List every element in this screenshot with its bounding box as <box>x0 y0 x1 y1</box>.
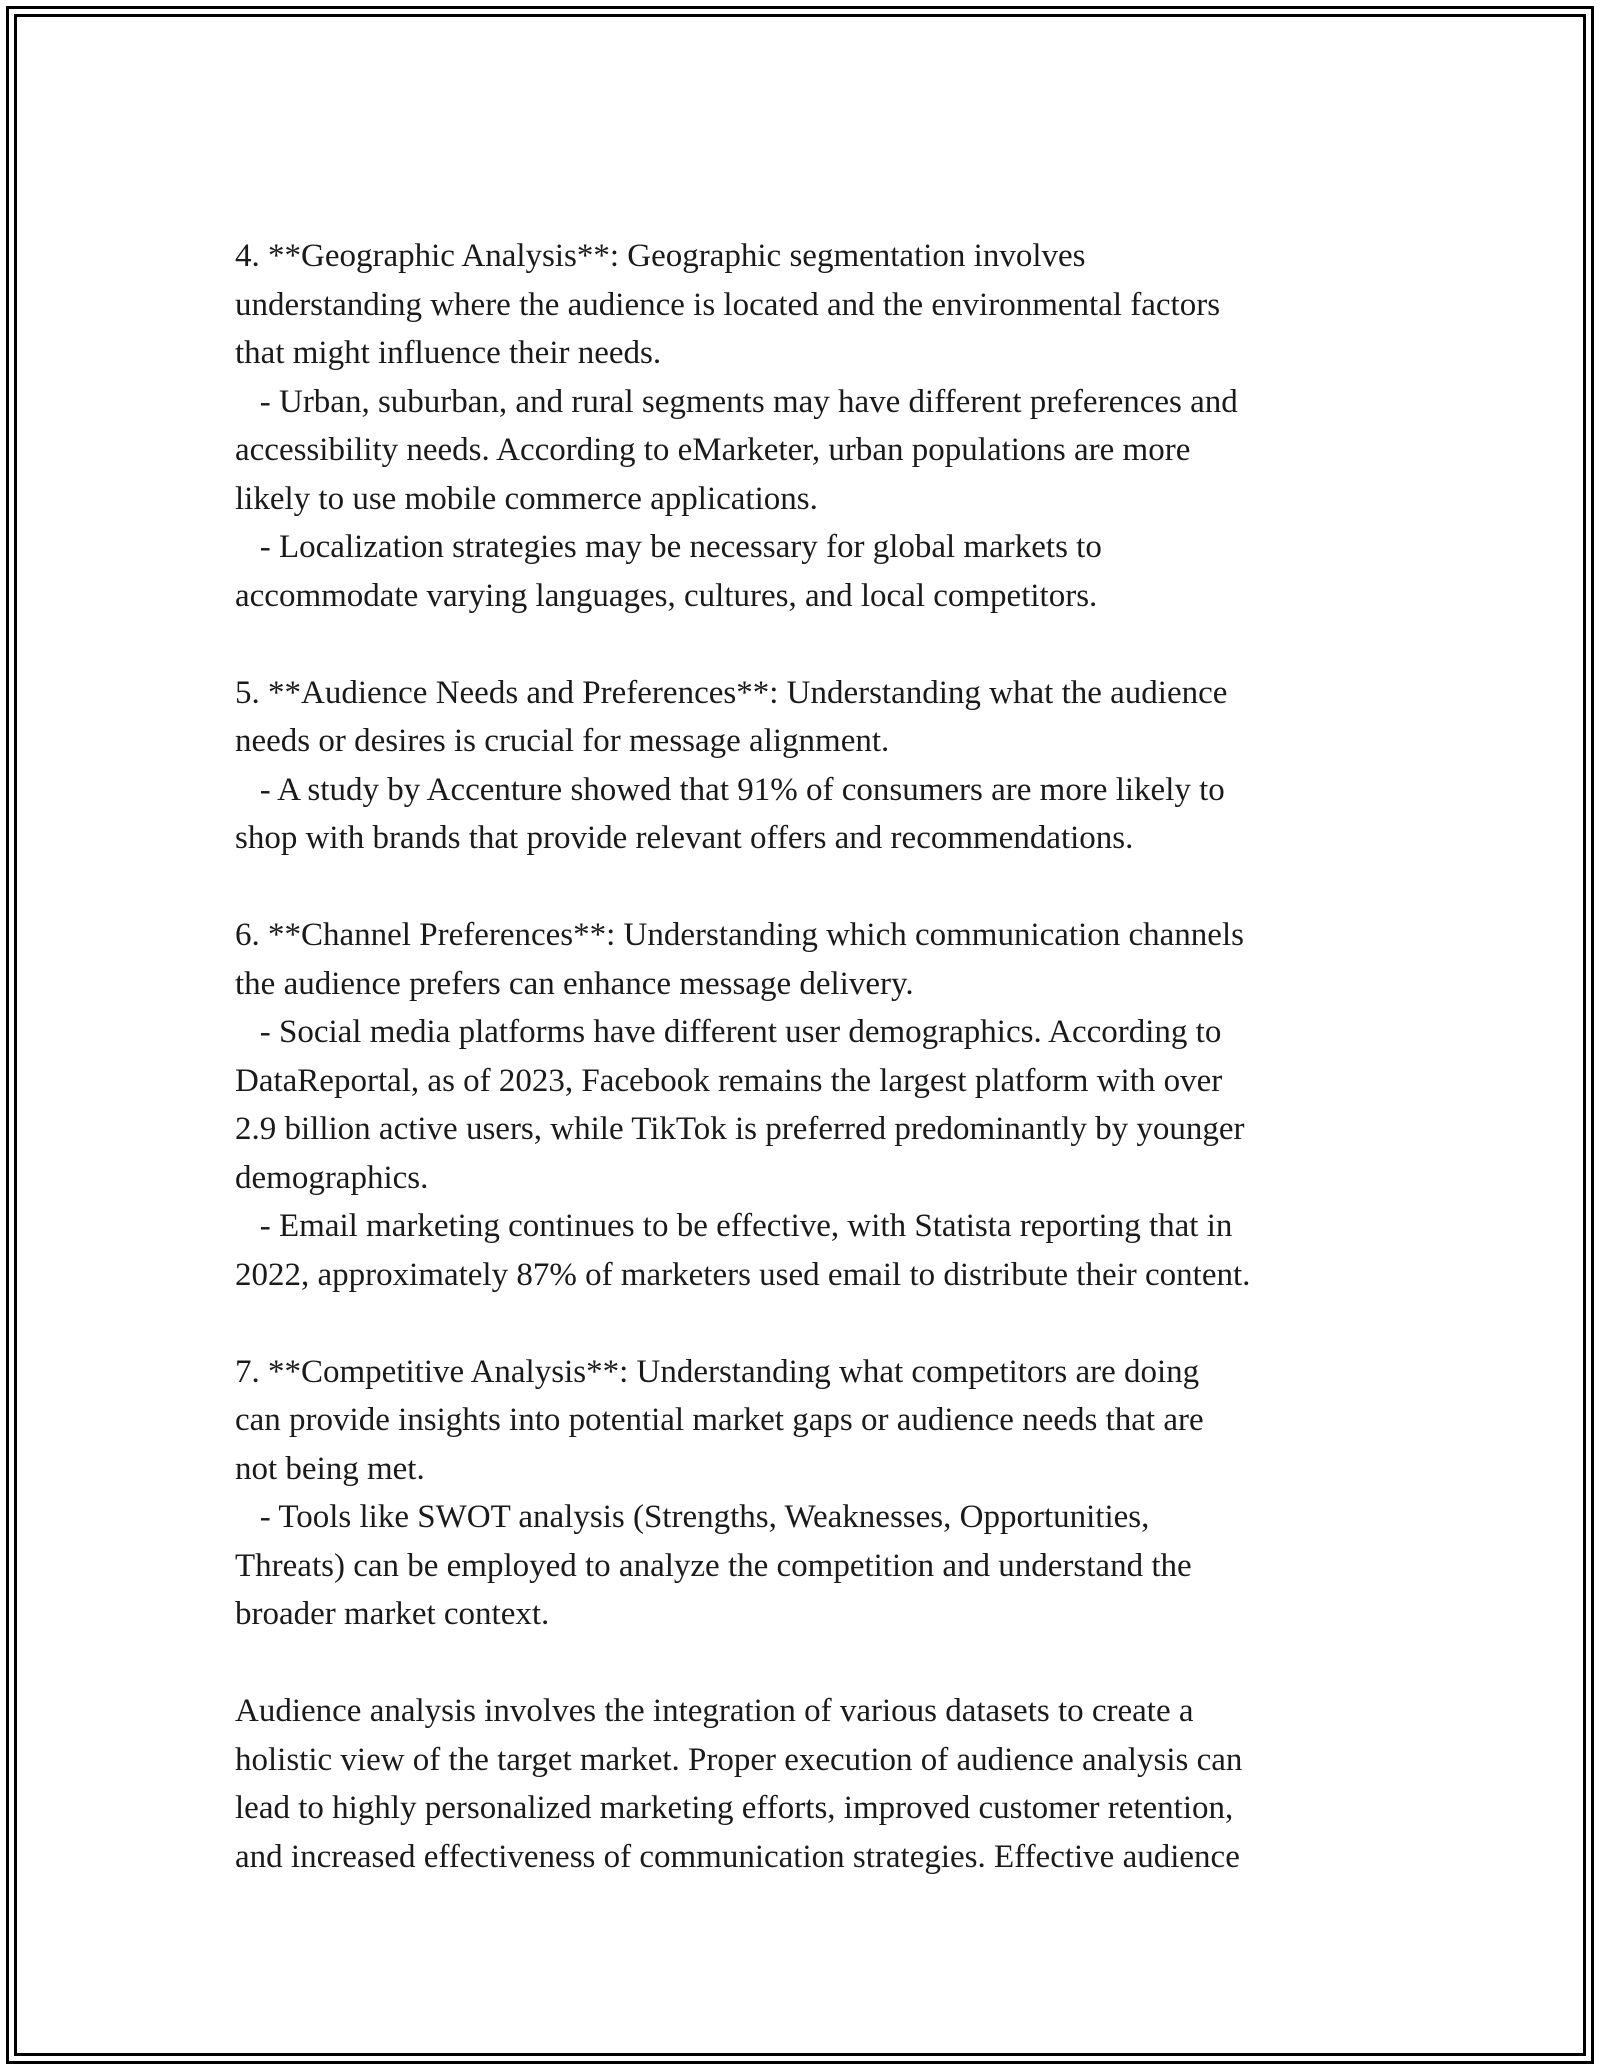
document-body <box>235 232 1415 1881</box>
section-summary-paragraph <box>235 1687 1415 1881</box>
paragraph-gap <box>235 1639 1415 1688</box>
text-line: 2.9 billion active users, while TikTok is preferred predominantly by younger <box>235 1111 1245 1147</box>
text-line: accommodate varying languages, cultures, and local competitors. <box>235 577 1098 614</box>
text-line: understanding where the audience is located and the environmental factors <box>235 286 1221 323</box>
paragraph-gap <box>235 863 1415 912</box>
text-line: - Tools like SWOT analysis (Strengths, Weaknesses, Opportunities, <box>235 1499 1150 1535</box>
text-line: 6. **Channel Preferences**: Understanding which communication channels <box>235 917 1244 953</box>
section-geographic-analysis <box>235 232 1415 620</box>
text-line: 4. **Geographic Analysis**: Geographic segmentation involves <box>235 238 1086 274</box>
text-line: demographics. <box>235 1159 429 1196</box>
text-line: accessibility needs. According to eMarketer, urban populations are more <box>235 432 1191 468</box>
text-line: needs or desires is crucial for message alignment. <box>235 723 890 759</box>
text-line: can provide insights into potential market gaps or audience needs that are <box>235 1402 1204 1438</box>
paragraph-gap <box>235 620 1415 669</box>
text-line: broader market context. <box>235 1596 550 1632</box>
text-line: - Urban, suburban, and rural segments may have different preferences and <box>235 383 1238 420</box>
text-line: - Localization strategies may be necessary for global markets to <box>235 529 1102 565</box>
text-line: and increased effectiveness of communication strategies. Effective audience <box>235 1838 1240 1875</box>
text-line: likely to use mobile commerce applications. <box>235 480 818 517</box>
text-line: lead to highly personalized marketing efforts, improved customer retention, <box>235 1790 1234 1826</box>
text-line: that might influence their needs. <box>235 335 662 371</box>
text-line: 2022, approximately 87% of marketers used email to distribute their content. <box>235 1256 1251 1293</box>
section-competitive-analysis <box>235 1348 1415 1639</box>
section-channel-preferences <box>235 911 1415 1299</box>
paragraph-gap <box>235 1299 1415 1348</box>
text-line: Audience analysis involves the integration of various datasets to create a <box>235 1693 1194 1729</box>
text-line: Threats) can be employed to analyze the competition and understand the <box>235 1547 1192 1584</box>
text-line: - Social media platforms have different user demographics. According to <box>235 1014 1222 1050</box>
text-line: 5. **Audience Needs and Preferences**: Understanding what the audience <box>235 674 1228 711</box>
text-line: shop with brands that provide relevant offers and recommendations. <box>235 820 1134 856</box>
text-line: the audience prefers can enhance message delivery. <box>235 965 914 1002</box>
section-audience-needs <box>235 669 1415 863</box>
text-line: 7. **Competitive Analysis**: Understanding what competitors are doing <box>235 1353 1200 1390</box>
text-line: - A study by Accenture showed that 91% of consumers are more likely to <box>235 771 1225 808</box>
text-line: DataReportal, as of 2023, Facebook remains the largest platform with over <box>235 1062 1223 1099</box>
text-line: holistic view of the target market. Proper execution of audience analysis can <box>235 1741 1243 1778</box>
text-line: not being met. <box>235 1450 425 1487</box>
text-line: - Email marketing continues to be effective, with Statista reporting that in <box>235 1208 1233 1244</box>
